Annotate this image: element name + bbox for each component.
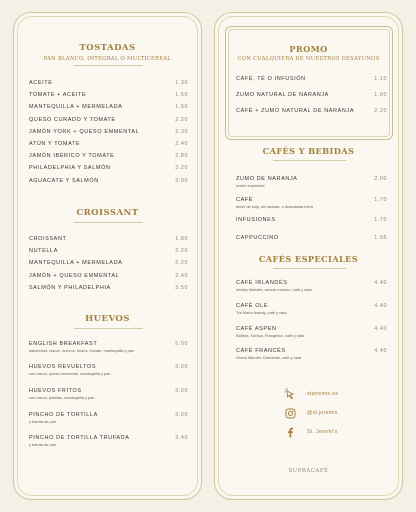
menu-item-price: 4.40 [374, 280, 387, 286]
menu-item-name: CAFÉ [236, 197, 254, 203]
menu-item-name: ENGLISH BREAKFAST [29, 341, 98, 347]
menu-item-name: PINCHO DE TORTILLA TRUFADA [29, 435, 130, 441]
menu-item-description: recién exprimido [236, 183, 265, 188]
menu-item-name: JAMÓN IBÉRICO Y TOMATE [29, 153, 115, 160]
menu-item-name: CAFÉ + ZUMO NATURAL DE NARANJA [236, 108, 355, 114]
menu-item-price: 1.10 [374, 76, 387, 82]
menu-item-description: con bacon, patatas, mantequilla y pan [29, 395, 95, 400]
menu-item-name: CAFÉ ASPEN [236, 326, 277, 332]
menu-item-price: 3.00 [175, 412, 188, 418]
menu-item-name: MANTEQUILLA + MERMELADA [29, 260, 123, 267]
menu-item-price: 4.40 [374, 303, 387, 309]
menu-item-name: JAMÓN YORK + QUESO EMMENTAL [29, 128, 140, 135]
menu-item-name: ZUMO NATURAL DE NARANJA [236, 92, 329, 98]
menu-item-price: 2.20 [175, 248, 188, 255]
right-menu-panel [214, 12, 403, 500]
menu-item-price: 2.30 [175, 128, 188, 135]
menu-item-description: con bacon, queso emmental, mantequilla y pan [29, 371, 111, 376]
menu-item-name: NUTELLA [29, 248, 58, 255]
menu-item-description: whisky irlandés, azúcar moreno, café y nata [236, 287, 312, 292]
menu-item-price: 1.50 [175, 92, 188, 99]
instagram-link[interactable]: @st.jeremis [307, 410, 338, 416]
facebook-icon [283, 425, 297, 439]
huevos-divider [74, 328, 143, 329]
menu-item-price: 1.60 [374, 92, 387, 98]
menu-item-name: HUEVOS FRITOS [29, 388, 82, 394]
cursor-click-icon [283, 387, 297, 401]
tostadas-title: TOSTADAS [79, 43, 136, 53]
menu-item-price: 2.40 [175, 272, 188, 279]
menu-item-name: SALMÓN Y PHILADELPHIA [29, 284, 111, 291]
menu-item-price: 3.40 [175, 435, 188, 441]
menu-item-name: ACEITE [29, 80, 53, 86]
huevos-title: HUEVOS [85, 314, 130, 324]
menu-item-name: TOMATE + ACEITE [29, 92, 87, 99]
menu-item-name: PINCHO DE TORTILLA [29, 412, 98, 418]
menu-item-price: 3.90 [175, 177, 188, 184]
croissant-divider [74, 222, 143, 223]
menu-item-name: ATÚN Y TOMATE [29, 141, 81, 147]
especiales-divider [273, 268, 346, 269]
menu-item-description: leche de soja, sin lactosa, o desnatada extra [236, 204, 313, 209]
menu-item-name: AGUACATE Y SALMÓN [29, 177, 99, 184]
menu-item-description: Baileys, Kahlua, Frangelico, café y nata [236, 333, 305, 338]
menu-item-price: 1.80 [175, 236, 188, 242]
menu-item-price: 3.00 [175, 364, 188, 370]
menu-item-name: QUESO CURADO Y TOMATE [29, 116, 116, 123]
menu-item-name: CAFÉ IRLANDÉS [236, 280, 288, 286]
facebook-link[interactable]: St. Jeremi's [307, 429, 338, 435]
menu-item-name: PHILADELPHIA Y SALMÓN [29, 165, 111, 172]
menu-item-name: CROISSANT [29, 236, 67, 242]
menu-item-price: 2.00 [374, 176, 387, 182]
croissant-title: CROISSANT [76, 208, 139, 218]
menu-item-price: 1.95 [374, 235, 387, 241]
menu-item-price: 3.50 [175, 284, 188, 291]
menu-item-price: 1.70 [374, 217, 387, 223]
menu-item-name: CAFÉ, TÉ O INFUSIÓN [236, 76, 306, 82]
menu-item-price: 2.20 [175, 116, 188, 123]
website-link[interactable]: stjeremis.es [307, 391, 339, 397]
menu-item-description: Grand Marnier, Drambuie, café y nata [236, 355, 302, 360]
menu-item-name: ZUMO DE NARANJA [236, 176, 298, 182]
menu-item-name: INFUSIONES [236, 217, 276, 223]
menu-item-price: 4.40 [374, 348, 387, 354]
menu-item-price: 2.20 [374, 108, 387, 114]
cafes-title: CAFÉS Y BEBIDAS [262, 146, 355, 156]
menu-item-price: 3.20 [175, 165, 188, 172]
menu-item-description: Tía María brandy, café y nata [236, 310, 287, 315]
left-menu-panel [13, 12, 202, 500]
brand-logo-text: SUPRACAFÉ [288, 468, 329, 474]
menu-item-price: 4.40 [374, 326, 387, 332]
menu-item-name: CAFÉ FRANCÉS [236, 348, 286, 354]
menu-item-name: CAFÉ OLE [236, 303, 269, 309]
menu-item-name: CAPPUCCINO [236, 235, 279, 241]
cafes-divider [273, 160, 346, 161]
menu-item-price: 2.25 [175, 260, 188, 267]
instagram-icon [283, 406, 297, 420]
promo-title: PROMO [289, 44, 328, 54]
menu-item-name: MANTEQUILLA + MERMELADA [29, 104, 123, 111]
menu-item-price: 3.00 [175, 388, 188, 394]
menu-item-name: HUEVOS REVUELTOS [29, 364, 97, 370]
menu-item-description: salchichas, bacon, huevos, beans, tomate, mantequilla y pan [29, 348, 135, 353]
menu-item-description: y barrita de pan [29, 419, 57, 424]
tostadas-divider [74, 65, 143, 66]
tostadas-subtitle: PAN BLANCO, INTEGRAL O MULTICEREAL [43, 56, 172, 62]
menu-item-price: 5.00 [175, 341, 188, 347]
menu-item-price: 1.50 [175, 104, 188, 111]
menu-item-description: y barrita de pan [29, 442, 57, 447]
menu-item-price: 1.70 [374, 197, 387, 203]
menu-item-price: 1.30 [175, 80, 188, 86]
promo-subtitle: CON CUALQUIERA DE NUESTROS DESAYUNOS [237, 56, 380, 62]
menu-item-name: JAMÓN + QUESO EMMENTAL [29, 272, 120, 279]
menu-item-price: 2.40 [175, 141, 188, 147]
especiales-title: CAFÉS ESPECIALES [258, 254, 359, 264]
menu-item-price: 2.80 [175, 153, 188, 160]
